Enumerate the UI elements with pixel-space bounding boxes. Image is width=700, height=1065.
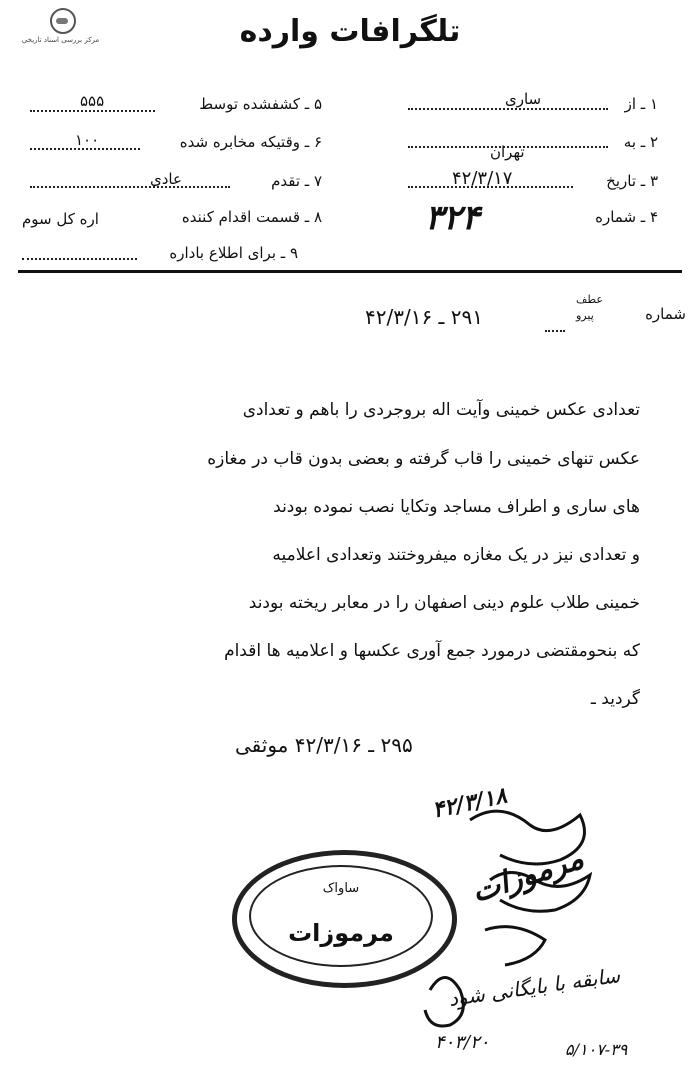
- field-info-label: ۹ ـ برای اطلاع باداره: [169, 244, 298, 262]
- reference-sub-atf: عطف: [576, 293, 603, 306]
- reference-value: ۲۹۱ ـ ۴۲/۳/۱۶: [365, 305, 483, 329]
- oval-stamp: [232, 850, 457, 988]
- field-decoded-value: ۵۵۵: [80, 92, 105, 110]
- field-decoded-label: ۵ ـ کشفشده توسط: [199, 95, 322, 113]
- field-number-label: ۴ ـ شماره: [595, 208, 658, 226]
- field-from-label: ۱ ـ از: [624, 95, 658, 113]
- field-date-value: ۴۲/۳/۱۷: [452, 168, 513, 189]
- handwritten-file-number: ۵/۱۰۷-۳۹: [565, 1040, 628, 1059]
- field-date-label: ۳ ـ تاریخ: [606, 172, 658, 190]
- stamp-main-text: مرموزات: [288, 919, 394, 947]
- field-priority-label: ۷ ـ تقدم: [271, 172, 322, 190]
- document-title: تلگرافات وارده: [239, 14, 461, 49]
- field-number-value: ۳۲۴: [425, 198, 480, 238]
- field-to-label: ۲ ـ به: [623, 133, 658, 151]
- body-line-3: های ساری و اطراف مساجد وتکایا نصب نموده بودند: [273, 497, 640, 517]
- field-sent-time-label: ۶ ـ وقتیکه مخابره شده: [179, 133, 322, 151]
- field-department-value: اره کل سوم: [22, 210, 99, 228]
- handwritten-note-number: ۴۰۳/۲۰: [435, 1032, 490, 1053]
- handwritten-note-archive: سابقه با بایگانی شود: [447, 963, 622, 1011]
- body-line-7: گردید ـ: [590, 689, 640, 709]
- body-line-6: که بنحومقتضی درمورد جمع آوری عکسها و اعلامیه ها اقدام: [224, 641, 640, 661]
- stamp-inner-ring: [249, 865, 433, 967]
- body-line-5: خمینی طلاب علوم دینی اصفهان را در معابر ریخته بودند: [248, 593, 640, 613]
- field-sent-time-value: ۱۰۰: [75, 131, 100, 149]
- field-from-value: ساری: [505, 90, 542, 108]
- reference-label: شماره: [645, 305, 686, 323]
- field-priority-value: عادی: [150, 170, 182, 188]
- handwritten-note-marmuzat: مرموزات: [467, 841, 588, 910]
- body-line-2: عکس تنهای خمینی را قاب گرفته و بعضی بدون قاب در مغازه: [207, 449, 640, 469]
- sender-line: ۲۹۵ ـ ۴۲/۳/۱۶ موثقی: [235, 733, 413, 757]
- reference-sub-peyro: پیرو: [576, 309, 594, 322]
- stamp-top-text: ساواک: [322, 881, 360, 896]
- body-line-4: و تعدادی نیز در یک مغازه میفروختند وتعدادی اعلامیه: [272, 545, 640, 565]
- logo-text: مرکز بررسی اسناد تاریخی: [21, 36, 100, 44]
- handwritten-date: ۴۲/۳/۱۸: [430, 782, 510, 824]
- body-line-1: تعدادی عکس خمینی وآیت اله بروجردی را باهم و تعدادی: [242, 400, 640, 420]
- field-to-value: تهران: [490, 143, 525, 161]
- field-department-label: ۸ ـ قسمت اقدام کننده: [181, 208, 322, 226]
